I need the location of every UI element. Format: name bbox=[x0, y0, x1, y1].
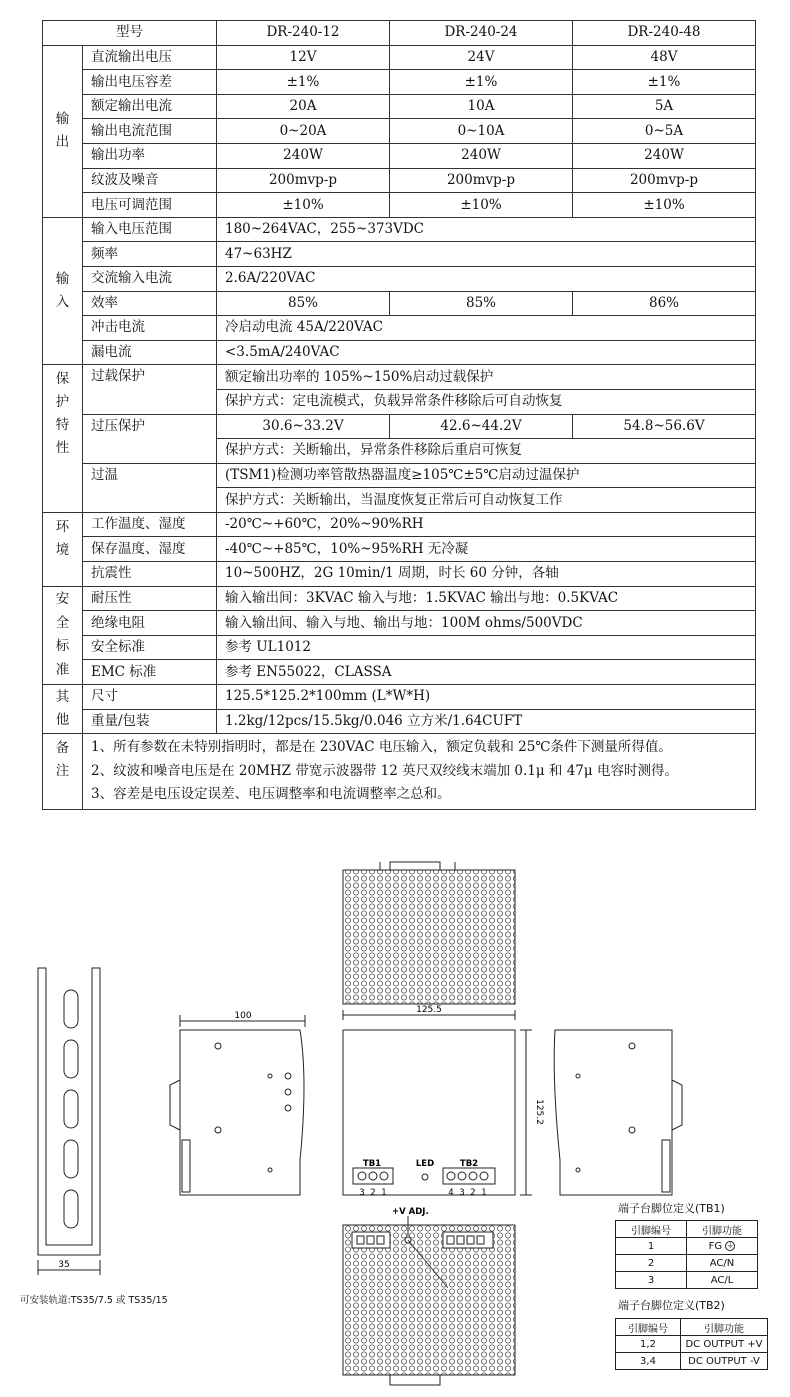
din-rail bbox=[38, 968, 100, 1275]
group-safety-standards bbox=[43, 586, 83, 684]
cell-value: 输入输出间：3KVAC 输入与地：1.5KVAC 输出与地：0.5KVAC bbox=[217, 586, 756, 611]
table-row bbox=[43, 168, 756, 193]
spec-table bbox=[42, 20, 756, 810]
table-row bbox=[43, 635, 756, 660]
row-label: 过载保护 bbox=[83, 365, 217, 414]
notes-cell bbox=[83, 734, 756, 810]
tb1-func: AC/N bbox=[687, 1255, 758, 1272]
table-row bbox=[43, 119, 756, 144]
group-label: 环境 bbox=[55, 518, 70, 558]
cell-value: 85% bbox=[217, 291, 390, 316]
table-row bbox=[43, 193, 756, 218]
row-label: 耐压性 bbox=[83, 586, 217, 611]
model-1: DR-240-12 bbox=[217, 21, 390, 46]
row-label: 直流输出电压 bbox=[83, 45, 217, 70]
table-row bbox=[43, 365, 756, 390]
group-notes bbox=[43, 734, 83, 810]
row-label: 额定输出电流 bbox=[83, 94, 217, 119]
table-row bbox=[616, 1221, 758, 1238]
tb1-func: FG bbox=[708, 1240, 723, 1252]
tb1-pin: 3 bbox=[359, 1188, 365, 1198]
tb1-header-func: 引脚功能 bbox=[687, 1221, 758, 1238]
table-row bbox=[616, 1238, 758, 1255]
tb2-func: DC OUTPUT +V bbox=[681, 1336, 768, 1353]
note-item: 3、容差是电压设定误差、电压调整率和电流调整率之总和。 bbox=[91, 786, 451, 803]
top-view bbox=[343, 862, 515, 1004]
cell-value: 240W bbox=[573, 143, 756, 168]
tb1-header-pin: 引脚编号 bbox=[616, 1221, 687, 1238]
cell-value: ±10% bbox=[390, 193, 573, 218]
cell-value: 0~5A bbox=[573, 119, 756, 144]
cell-value: 180~264VAC，255~373VDC bbox=[217, 217, 756, 242]
tb2-header-pin: 引脚编号 bbox=[616, 1319, 681, 1336]
row-label: 抗震性 bbox=[83, 562, 217, 587]
cell-value: 200mvp-p bbox=[573, 168, 756, 193]
tb2-pin: 2 bbox=[470, 1188, 476, 1198]
rail-caption: 可安装轨道:TS35/7.5 或 TS35/15 bbox=[20, 1295, 168, 1306]
row-label: 漏电流 bbox=[83, 340, 217, 365]
cell-value: 30.6~33.2V bbox=[217, 414, 390, 439]
cell-value: 48V bbox=[573, 45, 756, 70]
tb2-label: TB2 bbox=[459, 1159, 479, 1169]
cell-value: <3.5mA/240VAC bbox=[217, 340, 756, 365]
tb2-pin: 4 bbox=[448, 1188, 454, 1198]
cell-value: 12V bbox=[217, 45, 390, 70]
dim-width: 125.5 bbox=[416, 1005, 442, 1015]
table-row bbox=[43, 512, 756, 537]
dim-rail: 35 bbox=[58, 1260, 70, 1270]
row-label: 保存温度、湿度 bbox=[83, 537, 217, 562]
cell-value: ±1% bbox=[217, 70, 390, 95]
tb1-pin: 2 bbox=[370, 1188, 376, 1198]
tb2-pin: 3 bbox=[459, 1188, 465, 1198]
cell-value: 47~63HZ bbox=[217, 242, 756, 267]
cell-value: 2.6A/220VAC bbox=[217, 266, 756, 291]
cell-value: 86% bbox=[573, 291, 756, 316]
vadj-label: +V ADJ. bbox=[392, 1207, 429, 1217]
table-row bbox=[43, 685, 756, 710]
cell-value: ±10% bbox=[217, 193, 390, 218]
row-label: 过压保护 bbox=[83, 414, 217, 463]
note-item: 2、纹波和噪音电压是在 20MHZ 带宽示波器带 12 英尺双绞线末端加 0.1μ 和 47μ 电容时测得。 bbox=[91, 762, 678, 779]
tb1-func-cell bbox=[687, 1238, 758, 1255]
table-row bbox=[43, 266, 756, 291]
table-row bbox=[43, 291, 756, 316]
tb1-pin: 3 bbox=[616, 1272, 687, 1289]
table-row bbox=[43, 611, 756, 636]
row-label: 绝缘电阻 bbox=[83, 611, 217, 636]
table-row bbox=[43, 242, 756, 267]
cell-value: 10A bbox=[390, 94, 573, 119]
row-label: 电压可调范围 bbox=[83, 193, 217, 218]
cell-value: 10~500HZ，2G 10min/1 周期，时长 60 分钟，各轴 bbox=[217, 562, 756, 587]
row-label: 频率 bbox=[83, 242, 217, 267]
cell-value: 额定输出功率的 105%~150%启动过载保护 bbox=[217, 365, 756, 390]
group-protection bbox=[43, 365, 83, 513]
table-row bbox=[43, 537, 756, 562]
cell-value: 保护方式：关断输出，当温度恢复正常后可自动恢复工作 bbox=[217, 488, 756, 513]
row-label: 输入电压范围 bbox=[83, 217, 217, 242]
cell-value: 125.5*125.2*100mm (L*W*H) bbox=[217, 685, 756, 710]
table-row bbox=[616, 1319, 768, 1336]
table-row bbox=[43, 734, 756, 810]
cell-value: ±1% bbox=[390, 70, 573, 95]
group-label: 输出 bbox=[55, 111, 70, 151]
table-row bbox=[43, 94, 756, 119]
group-output bbox=[43, 45, 83, 217]
table-row bbox=[616, 1353, 768, 1370]
group-label: 安全标准 bbox=[55, 591, 70, 678]
cell-value: ±1% bbox=[573, 70, 756, 95]
group-label: 输入 bbox=[55, 271, 70, 311]
tb1-pin: 2 bbox=[616, 1255, 687, 1272]
table-row bbox=[43, 709, 756, 734]
table-row bbox=[616, 1336, 768, 1353]
cell-value: 冷启动电流 45A/220VAC bbox=[217, 316, 756, 341]
header-model-label: 型号 bbox=[43, 21, 217, 46]
row-label: 冲击电流 bbox=[83, 316, 217, 341]
group-environment bbox=[43, 512, 83, 586]
tb1-label: TB1 bbox=[362, 1159, 382, 1169]
table-row bbox=[43, 217, 756, 242]
row-label: 尺寸 bbox=[83, 685, 217, 710]
row-label: 输出电压容差 bbox=[83, 70, 217, 95]
tb1-table bbox=[615, 1220, 758, 1289]
tb2-func: DC OUTPUT -V bbox=[681, 1353, 768, 1370]
cell-value: 85% bbox=[390, 291, 573, 316]
cell-value: 200mvp-p bbox=[390, 168, 573, 193]
dim-depth: 100 bbox=[234, 1011, 252, 1021]
dim-height: 125.2 bbox=[534, 1099, 544, 1125]
tb2-pin: 1,2 bbox=[616, 1336, 681, 1353]
tb1-pin: 1 bbox=[381, 1188, 387, 1198]
row-label: 纹波及噪音 bbox=[83, 168, 217, 193]
cell-value: 54.8~56.6V bbox=[573, 414, 756, 439]
model-3: DR-240-48 bbox=[573, 21, 756, 46]
tb2-pin: 1 bbox=[481, 1188, 487, 1198]
table-row bbox=[43, 70, 756, 95]
cell-value: 1.2kg/12pcs/15.5kg/0.046 立方米/1.64CUFT bbox=[217, 709, 756, 734]
cell-value: 0~20A bbox=[217, 119, 390, 144]
cell-value: 42.6~44.2V bbox=[390, 414, 573, 439]
cell-value: 保护方式：关断输出，异常条件移除后重启可恢复 bbox=[217, 439, 756, 464]
mechanical-drawing bbox=[0, 840, 790, 1397]
side-view-left bbox=[170, 1015, 305, 1195]
table-row bbox=[616, 1255, 758, 1272]
tb2-header-func: 引脚功能 bbox=[681, 1319, 768, 1336]
cell-value: -20℃~+60℃，20%~90%RH bbox=[217, 512, 756, 537]
group-others bbox=[43, 685, 83, 734]
table-row bbox=[43, 45, 756, 70]
row-label: 输出电流范围 bbox=[83, 119, 217, 144]
cell-value: 200mvp-p bbox=[217, 168, 390, 193]
cell-value: 参考 UL1012 bbox=[217, 635, 756, 660]
row-label: 过温 bbox=[83, 463, 217, 512]
side-view-right bbox=[554, 1030, 682, 1195]
row-label: 交流输入电流 bbox=[83, 266, 217, 291]
cell-value: 输入输出间、输入与地、输出与地：100M ohms/500VDC bbox=[217, 611, 756, 636]
header-row bbox=[43, 21, 756, 46]
led-label: LED bbox=[415, 1159, 435, 1169]
tb2-table bbox=[615, 1318, 768, 1370]
cell-value: 240W bbox=[217, 143, 390, 168]
table-row bbox=[43, 316, 756, 341]
table-row bbox=[43, 586, 756, 611]
group-label: 备注 bbox=[55, 740, 70, 780]
tb1-pin: 1 bbox=[616, 1238, 687, 1255]
ground-icon: ⏚ bbox=[726, 1240, 735, 1250]
table-row bbox=[43, 143, 756, 168]
cell-value: 5A bbox=[573, 94, 756, 119]
table-row bbox=[43, 660, 756, 685]
bottom-view bbox=[343, 1216, 515, 1385]
cell-value: 240W bbox=[390, 143, 573, 168]
row-label: EMC 标准 bbox=[83, 660, 217, 685]
table-row bbox=[43, 463, 756, 488]
tb2-pin: 3,4 bbox=[616, 1353, 681, 1370]
cell-value: 0~10A bbox=[390, 119, 573, 144]
row-label: 效率 bbox=[83, 291, 217, 316]
model-2: DR-240-24 bbox=[390, 21, 573, 46]
row-label: 工作温度、湿度 bbox=[83, 512, 217, 537]
row-label: 安全标准 bbox=[83, 635, 217, 660]
table-row bbox=[616, 1272, 758, 1289]
cell-value: 参考 EN55022，CLASSA bbox=[217, 660, 756, 685]
cell-value: (TSM1)检测功率管散热器温度≥105℃±5℃启动过温保护 bbox=[217, 463, 756, 488]
cell-value: 20A bbox=[217, 94, 390, 119]
tb1-func: AC/L bbox=[687, 1272, 758, 1289]
group-label: 保护特性 bbox=[55, 371, 70, 457]
cell-value: 24V bbox=[390, 45, 573, 70]
table-row bbox=[43, 562, 756, 587]
note-item: 1、所有参数在未特别指明时，都是在 230VAC 电压输入，额定负载和 25℃条件下测量所得值。 bbox=[91, 739, 672, 756]
table-row bbox=[43, 340, 756, 365]
table-row bbox=[43, 414, 756, 439]
cell-value: -40℃~+85℃，10%~95%RH 无冷凝 bbox=[217, 537, 756, 562]
group-label: 其他 bbox=[55, 689, 70, 729]
cell-value: 保护方式：定电流模式，负载异常条件移除后可自动恢复 bbox=[217, 389, 756, 414]
group-input bbox=[43, 217, 83, 365]
row-label: 重量/包装 bbox=[83, 709, 217, 734]
tb2-title: 端子台脚位定义(TB2) bbox=[618, 1299, 725, 1312]
row-label: 输出功率 bbox=[83, 143, 217, 168]
tb1-title: 端子台脚位定义(TB1) bbox=[618, 1202, 725, 1215]
cell-value: ±10% bbox=[573, 193, 756, 218]
